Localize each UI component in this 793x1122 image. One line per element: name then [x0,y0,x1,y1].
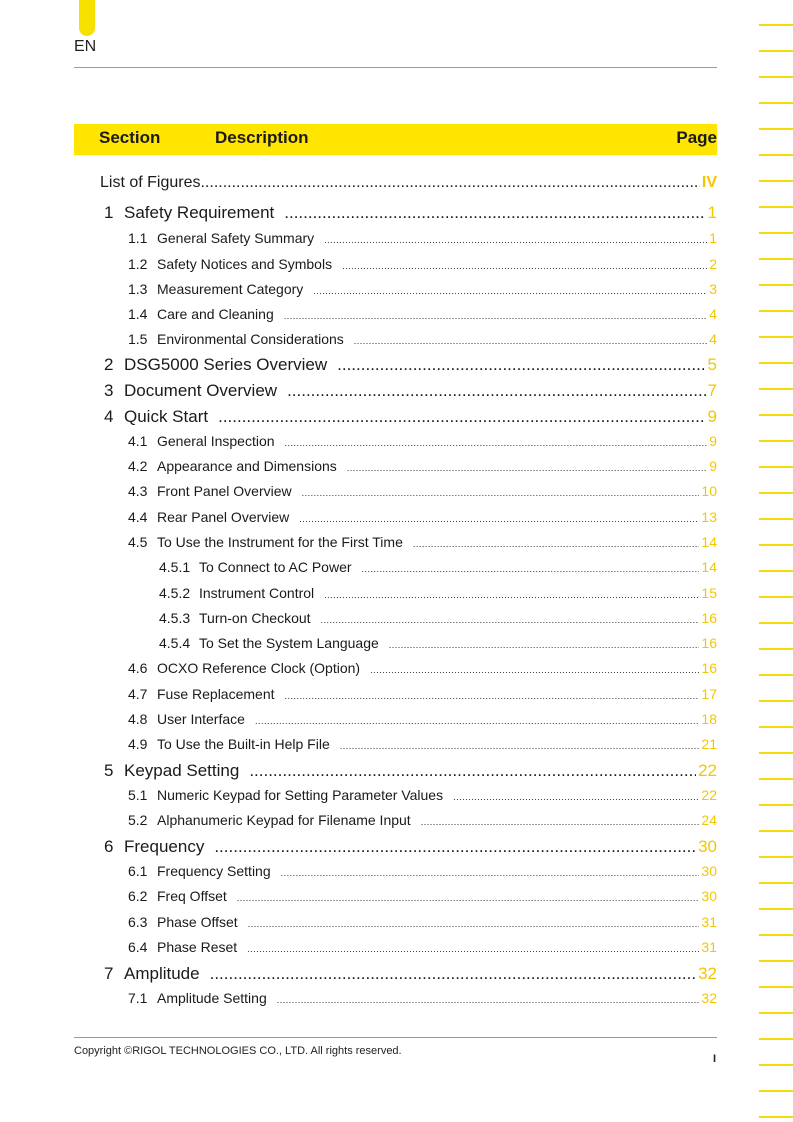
toc-entry-page: 17 [701,686,717,702]
toc-entry-page: 18 [701,711,717,727]
toc-entry-title: Rear Panel Overview [157,509,290,525]
toc-entry[interactable] [104,203,717,223]
header-section: Section [99,128,161,147]
toc-entry[interactable] [128,281,717,297]
toc-entry-number: 1.5 [128,331,148,347]
toc-entry[interactable] [128,888,717,904]
toc-entry-page: 3 [709,281,717,297]
toc-dot-leader [218,407,705,427]
toc-entry-number: 4.5.2 [159,585,191,601]
toc-dot-leader [354,336,707,346]
toc-entry-title: Amplitude [124,964,200,983]
toc-entry-title: Alphanumeric Keypad for Filename Input [157,812,411,828]
toc-entry[interactable] [128,458,717,474]
toc-entry-page: 4 [709,306,717,322]
toc-entry-number: 4.6 [128,660,148,676]
toc-dot-leader [247,944,699,954]
toc-dot-leader [313,286,707,296]
toc-entry[interactable] [104,407,717,427]
toc-dot-leader [389,640,700,650]
toc-dot-leader [200,174,699,192]
toc-entry-page: 22 [701,787,717,803]
toc-entry-page: 9 [709,433,717,449]
toc-entry[interactable] [128,509,717,525]
toc-entry-number: 7 [104,964,114,983]
toc-entry-page: 16 [701,635,717,651]
toc-entry-number: 3 [104,381,114,400]
toc-entry-title: List of Figures [100,174,201,191]
toc-dot-leader [287,381,705,401]
toc-entry-number: 2 [104,355,114,374]
toc-dot-leader [214,837,696,857]
toc-entry-number: 4 [104,407,114,426]
toc-entry-title: Numeric Keypad for Setting Parameter Values [157,787,444,803]
toc-entry-page: 31 [701,914,717,930]
toc-entry-title: Frequency Setting [157,863,271,879]
toc-entry[interactable] [128,256,717,272]
toc-entry-number: 5.2 [128,812,148,828]
toc-entry-number: 4.5 [128,534,148,550]
toc-entry-page: 9 [709,458,717,474]
toc-entry-number: 4.7 [128,686,148,702]
toc-entry-number: 6.4 [128,939,148,955]
toc-entry-title: Frequency [124,837,205,856]
toc-entry[interactable] [159,635,717,651]
language-tab-marker [79,0,95,36]
toc-entry-title: Environmental Considerations [157,331,344,347]
toc-dot-leader [285,438,708,448]
toc-entry[interactable] [128,939,717,955]
header-page: Page [676,128,717,147]
toc-entry-page: IV [701,174,717,191]
toc-header-bar [74,124,717,155]
toc-entry-page: 10 [701,483,717,499]
toc-entry-number: 6 [104,837,114,856]
toc-dot-leader [249,761,696,781]
toc-entry-title: Front Panel Overview [157,483,292,499]
toc-entry-title: Safety Requirement [124,203,275,222]
toc-dot-leader [340,741,700,751]
toc-entry-number: 4.1 [128,433,148,449]
header-description: Description [215,128,309,147]
toc-entry-number: 4.3 [128,483,148,499]
toc-entry-page: 14 [701,559,717,575]
toc-entry-page: 30 [701,888,717,904]
toc-entry-number: 1.2 [128,256,148,272]
toc-entry-title: To Connect to AC Power [199,559,352,575]
toc-entry-number: 1.4 [128,306,148,322]
toc-entry[interactable] [128,736,717,752]
toc-entry[interactable] [128,914,717,930]
toc-entry-title: To Use the Built-in Help File [157,736,330,752]
toc-entry[interactable] [104,381,717,401]
toc-entry-page: 16 [701,660,717,676]
toc-entry-title: Amplitude Setting [157,990,267,1006]
toc-entry[interactable] [159,610,717,626]
toc-entry[interactable] [128,863,717,879]
toc-dot-leader [299,514,699,524]
toc-entry-number: 4.5.1 [159,559,191,575]
toc-entry-number: 5 [104,761,114,780]
toc-dot-leader [347,463,707,473]
toc-entry-number: 4.2 [128,458,148,474]
toc-dot-leader [255,716,699,726]
toc-entry-page: 32 [701,990,717,1006]
toc-entry-title: User Interface [157,711,245,727]
toc-entry-number: 6.3 [128,914,148,930]
toc-entry-page: 32 [698,964,717,983]
toc-entry-number: 4.9 [128,736,148,752]
toc-entry-page: 13 [701,509,717,525]
toc-entry[interactable] [128,711,717,727]
toc-entry-page: 30 [698,837,717,856]
toc-entry[interactable] [128,306,717,322]
toc-entry[interactable] [104,837,717,857]
copyright-notice: Copyright ©RIGOL TECHNOLOGIES CO., LTD. All rights reserved. [74,1045,402,1057]
toc-entry-page: 1 [707,203,717,222]
toc-entry-page: 5 [707,355,717,374]
toc-entry-page: 16 [701,610,717,626]
toc-entry[interactable] [128,660,717,676]
toc-entry-page: 15 [701,585,717,601]
toc-entry-title: Quick Start [124,407,209,426]
toc-dot-leader [413,539,700,549]
toc-dot-leader [421,817,700,827]
toc-entry-title: Freq Offset [157,888,227,904]
toc-dot-leader [342,261,707,271]
toc-entry-title: Instrument Control [199,585,315,601]
toc-entry[interactable] [104,355,717,375]
toc-entry-number: 4.5.4 [159,635,191,651]
toc-entry-title: DSG5000 Series Overview [124,355,328,374]
toc-entry-number: 4.8 [128,711,148,727]
toc-entry[interactable] [128,812,717,828]
language-label: EN [74,38,97,55]
toc-entry-title: Phase Reset [157,939,238,955]
toc-dot-leader [324,590,699,600]
toc-entry-title: Turn-on Checkout [199,610,311,626]
toc-entry-title: OCXO Reference Clock (Option) [157,660,361,676]
toc-entry[interactable] [128,331,717,347]
toc-dot-leader [302,488,700,498]
toc-entry-title: Care and Cleaning [157,306,274,322]
toc-dot-leader [321,615,700,625]
toc-dot-leader [281,868,700,878]
toc-entry-title: General Inspection [157,433,275,449]
toc-entry[interactable] [128,990,717,1006]
toc-entry-title: Safety Notices and Symbols [157,256,333,272]
toc-entry-title: To Set the System Language [199,635,379,651]
toc-entry-page: 21 [701,736,717,752]
toc-entry-page: 30 [701,863,717,879]
toc-entry-page: 9 [707,407,717,426]
toc-entry-page: 31 [701,939,717,955]
toc-entry[interactable] [104,761,717,781]
toc-dot-leader [453,792,699,802]
toc-entry[interactable] [128,686,717,702]
toc-entry[interactable] [159,585,717,601]
toc-entry-title: Fuse Replacement [157,686,275,702]
toc-entry[interactable] [159,559,717,575]
toc-entry-title: Keypad Setting [124,761,240,780]
toc-entry[interactable] [100,174,717,192]
bottom-divider [74,1037,717,1038]
toc-entry-page: 7 [707,381,717,400]
toc-entry-title: Measurement Category [157,281,304,297]
toc-entry[interactable] [128,433,717,449]
toc-entry-title: To Use the Instrument for the First Time [157,534,403,550]
toc-entry-page: 4 [709,331,717,347]
toc-entry-number: 4.5.3 [159,610,191,626]
toc-dot-leader [284,203,705,223]
toc-entry-number: 5.1 [128,787,148,803]
toc-entry-page: 22 [698,761,717,780]
toc-entry-page: 1 [709,230,717,246]
toc-entry-number: 1.3 [128,281,148,297]
toc-dot-leader [277,995,700,1005]
toc-entry-number: 7.1 [128,990,148,1006]
toc-entry-number: 6.2 [128,888,148,904]
toc-entry[interactable] [128,787,717,803]
toc-entry-page: 24 [701,812,717,828]
toc-entry-number: 1.1 [128,230,148,246]
toc-entry[interactable] [128,230,717,246]
toc-dot-leader [370,665,699,675]
toc-entry[interactable] [128,534,717,550]
edge-stripes [759,0,793,1122]
toc-entry-title: Phase Offset [157,914,238,930]
toc-dot-leader [210,964,696,984]
toc-entry-page: 2 [709,256,717,272]
toc-dot-leader [324,235,707,245]
toc-entry-title: Appearance and Dimensions [157,458,337,474]
toc-entry-number: 6.1 [128,863,148,879]
toc-dot-leader [285,691,700,701]
toc-dot-leader [237,893,700,903]
page-number: I [713,1053,717,1065]
toc-entry-title: Document Overview [124,381,278,400]
toc-entry[interactable] [104,964,717,984]
toc-dot-leader [284,311,707,321]
top-divider [74,67,717,68]
toc-entry-number: 1 [104,203,114,222]
toc-dot-leader [362,564,700,574]
toc-dot-leader [248,919,700,929]
toc-entry-page: 14 [701,534,717,550]
toc-entry-number: 4.4 [128,509,148,525]
toc-dot-leader [337,355,705,375]
toc-entry[interactable] [128,483,717,499]
toc-entry-title: General Safety Summary [157,230,315,246]
